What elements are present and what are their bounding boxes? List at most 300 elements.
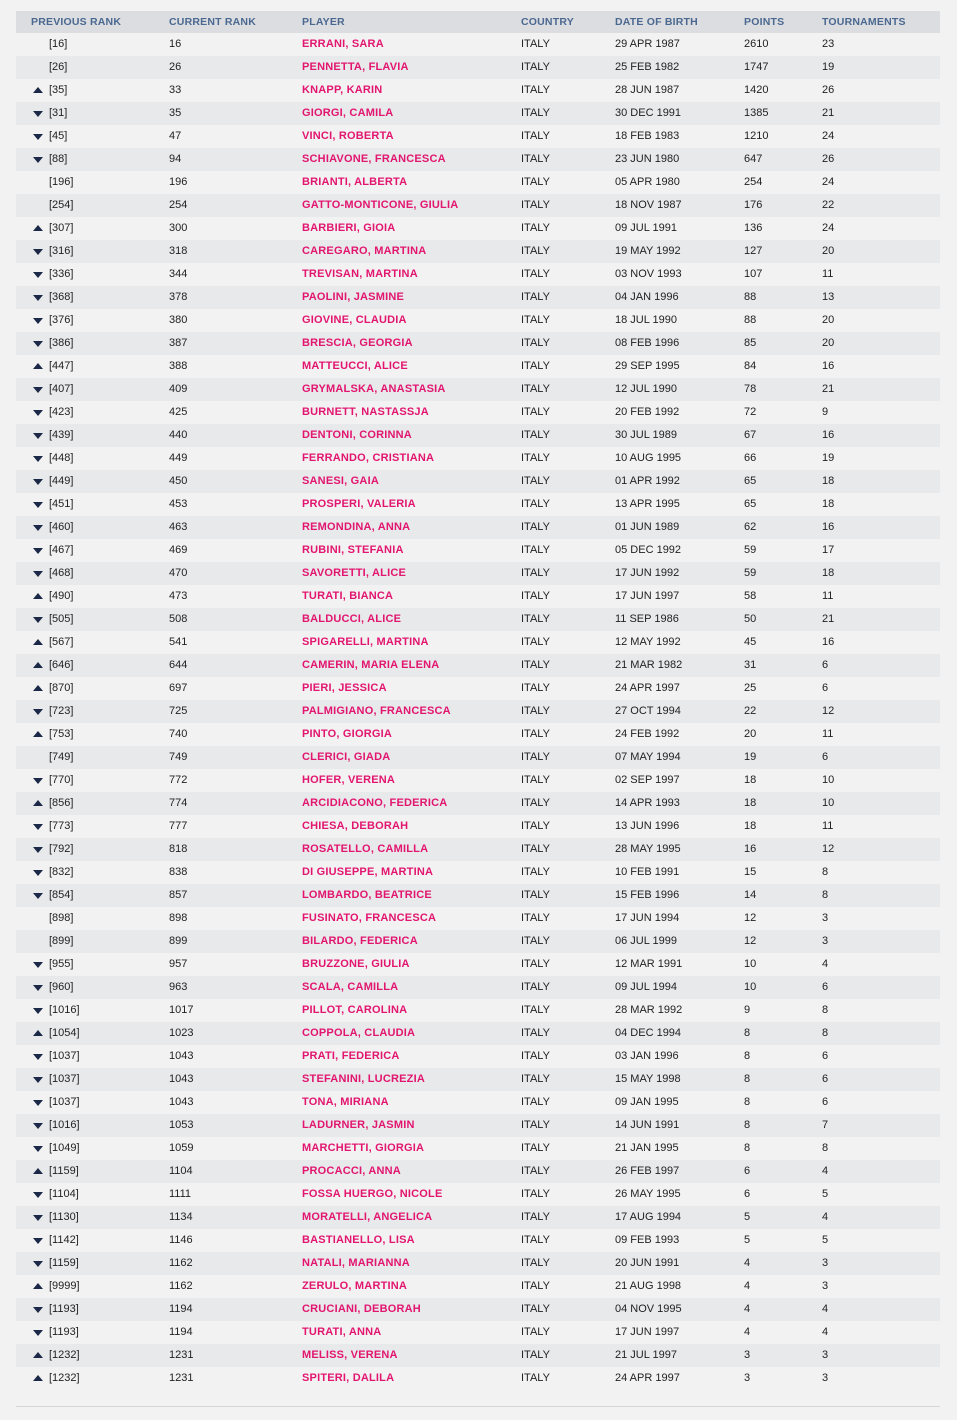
tournaments: 16 — [822, 521, 835, 533]
previous-rank: [749] — [49, 751, 74, 763]
points: 254 — [744, 176, 763, 188]
tournaments: 16 — [822, 429, 835, 441]
player-name[interactable]: PRATI, FEDERICA — [302, 1050, 400, 1062]
current-rank: 26 — [169, 61, 182, 73]
points: 8 — [744, 1050, 751, 1062]
previous-rank: [448] — [49, 452, 74, 464]
tournaments: 19 — [822, 61, 835, 73]
player-name[interactable]: SAVORETTI, ALICE — [302, 567, 407, 579]
previous-rank: [870] — [49, 682, 74, 694]
date-of-birth: 24 APR 1997 — [615, 1372, 680, 1384]
player-name[interactable]: COPPOLA, CLAUDIA — [302, 1027, 416, 1039]
tournaments: 4 — [822, 1165, 829, 1177]
tournaments: 6 — [822, 981, 829, 993]
previous-rank: [423] — [49, 406, 74, 418]
current-rank: 388 — [169, 360, 188, 372]
country: ITALY — [521, 1372, 550, 1384]
country: ITALY — [521, 682, 550, 694]
table-row — [16, 976, 940, 999]
date-of-birth: 27 OCT 1994 — [615, 705, 681, 717]
date-of-birth: 17 JUN 1997 — [615, 590, 680, 602]
country: ITALY — [521, 153, 550, 165]
country: ITALY — [521, 590, 550, 602]
country: ITALY — [521, 383, 550, 395]
points: 4 — [744, 1257, 751, 1269]
player-name[interactable]: TREVISAN, MARTINA — [302, 268, 418, 280]
current-rank: 1194 — [169, 1303, 193, 1315]
date-of-birth: 21 AUG 1998 — [615, 1280, 682, 1292]
date-of-birth: 17 AUG 1994 — [615, 1211, 682, 1223]
date-of-birth: 07 MAY 1994 — [615, 751, 681, 763]
header-points[interactable]: POINTS — [744, 16, 785, 28]
tournaments: 16 — [822, 360, 835, 372]
previous-rank: [646] — [49, 659, 74, 671]
country: ITALY — [521, 751, 550, 763]
date-of-birth: 02 SEP 1997 — [615, 774, 680, 786]
player-name[interactable]: MELISS, VERENA — [302, 1349, 398, 1361]
tournaments: 18 — [822, 567, 835, 579]
current-rank: 453 — [169, 498, 188, 510]
country: ITALY — [521, 1349, 550, 1361]
player-name[interactable]: GRYMALSKA, ANASTASIA — [302, 383, 446, 395]
rank-down-arrow-icon — [33, 1077, 43, 1083]
player-name[interactable]: TONA, MIRIANA — [302, 1096, 389, 1108]
player-name[interactable]: KNAPP, KARIN — [302, 84, 383, 96]
points: 62 — [744, 521, 757, 533]
previous-rank: [31] — [49, 107, 68, 119]
player-name[interactable]: FERRANDO, CRISTIANA — [302, 452, 435, 464]
points: 8 — [744, 1096, 751, 1108]
current-rank: 318 — [169, 245, 188, 257]
player-name[interactable]: FOSSA HUERGO, NICOLE — [302, 1188, 443, 1200]
player-name[interactable]: BARBIERI, GIOIA — [302, 222, 396, 234]
previous-rank: [1037] — [49, 1073, 80, 1085]
points: 9 — [744, 1004, 751, 1016]
header-tournaments[interactable]: TOURNAMENTS — [822, 16, 906, 28]
table-row — [16, 102, 940, 125]
player-name[interactable]: MATTEUCCI, ALICE — [302, 360, 408, 372]
player-name[interactable]: BRESCIA, GEORGIA — [302, 337, 413, 349]
rank-down-arrow-icon — [33, 1330, 43, 1336]
rank-down-arrow-icon — [33, 847, 43, 853]
tournaments: 22 — [822, 199, 835, 211]
previous-rank: [368] — [49, 291, 74, 303]
header-player[interactable]: PLAYER — [302, 16, 345, 28]
date-of-birth: 21 MAR 1982 — [615, 659, 683, 671]
tournaments: 11 — [822, 268, 834, 280]
rank-down-arrow-icon — [33, 479, 43, 485]
player-name[interactable]: BALDUCCI, ALICE — [302, 613, 402, 625]
country: ITALY — [521, 1188, 550, 1200]
tournaments: 4 — [822, 958, 829, 970]
previous-rank: [567] — [49, 636, 74, 648]
player-name[interactable]: SPITERI, DALILA — [302, 1372, 395, 1384]
player-name[interactable]: ERRANI, SARA — [302, 38, 384, 50]
player-name[interactable]: CAMERIN, MARIA ELENA — [302, 659, 440, 671]
country: ITALY — [521, 981, 550, 993]
previous-rank: [439] — [49, 429, 74, 441]
current-rank: 857 — [169, 889, 188, 901]
header-previous-rank[interactable]: PREVIOUS RANK — [31, 16, 122, 28]
table-row — [16, 562, 940, 585]
table-row — [16, 1022, 940, 1045]
player-name[interactable]: PROCACCI, ANNA — [302, 1165, 401, 1177]
rank-down-arrow-icon — [33, 410, 43, 416]
rank-up-arrow-icon — [33, 639, 43, 645]
table-bottom-divider — [16, 1406, 940, 1407]
previous-rank: [467] — [49, 544, 74, 556]
table-row — [16, 125, 940, 148]
rank-down-arrow-icon — [33, 1192, 43, 1198]
player-name[interactable]: CLERICI, GIADA — [302, 751, 391, 763]
current-rank: 1043 — [169, 1073, 194, 1085]
points: 45 — [744, 636, 757, 648]
header-country[interactable]: COUNTRY — [521, 16, 574, 28]
table-row — [16, 263, 940, 286]
country: ITALY — [521, 475, 550, 487]
player-name[interactable]: TURATI, BIANCA — [302, 590, 394, 602]
rank-down-arrow-icon — [33, 1123, 43, 1129]
table-row — [16, 1183, 940, 1206]
player-name[interactable]: ARCIDIACONO, FEDERICA — [302, 797, 448, 809]
date-of-birth: 28 JUN 1987 — [615, 84, 680, 96]
previous-rank: [1159] — [49, 1257, 79, 1269]
rank-down-arrow-icon — [33, 134, 43, 140]
current-rank: 508 — [169, 613, 188, 625]
rank-up-arrow-icon — [33, 685, 43, 691]
player-name[interactable]: PENNETTA, FLAVIA — [302, 61, 409, 73]
date-of-birth: 21 JAN 1995 — [615, 1142, 679, 1154]
player-name[interactable]: VINCI, ROBERTA — [302, 130, 394, 142]
player-name[interactable]: SANESI, GAIA — [302, 475, 379, 487]
rank-up-arrow-icon — [33, 593, 43, 599]
table-row — [16, 1298, 940, 1321]
current-rank: 463 — [169, 521, 188, 533]
tournaments: 6 — [822, 1096, 829, 1108]
date-of-birth: 29 SEP 1995 — [615, 360, 680, 372]
tournaments: 4 — [822, 1326, 829, 1338]
current-rank: 1231 — [169, 1372, 194, 1384]
current-rank: 725 — [169, 705, 188, 717]
tournaments: 7 — [822, 1119, 829, 1131]
date-of-birth: 01 JUN 1989 — [615, 521, 680, 533]
points: 84 — [744, 360, 757, 372]
player-name[interactable]: BRUZZONE, GIULIA — [302, 958, 410, 970]
player-name[interactable]: RUBINI, STEFANIA — [302, 544, 404, 556]
current-rank: 473 — [169, 590, 188, 602]
player-name[interactable]: HOFER, VERENA — [302, 774, 396, 786]
current-rank: 409 — [169, 383, 188, 395]
player-name[interactable]: CHIESA, DEBORAH — [302, 820, 409, 832]
current-rank: 1162 — [169, 1280, 193, 1292]
table-row — [16, 677, 940, 700]
tournaments: 3 — [822, 1372, 829, 1384]
points: 59 — [744, 544, 757, 556]
points: 1420 — [744, 84, 769, 96]
date-of-birth: 19 MAY 1992 — [615, 245, 681, 257]
country: ITALY — [521, 176, 550, 188]
table-row — [16, 286, 940, 309]
previous-rank: [316] — [49, 245, 74, 257]
player-name[interactable]: BRIANTI, ALBERTA — [302, 176, 408, 188]
tournaments: 11 — [822, 728, 834, 740]
country: ITALY — [521, 1073, 550, 1085]
points: 85 — [744, 337, 757, 349]
current-rank: 440 — [169, 429, 188, 441]
country: ITALY — [521, 1027, 550, 1039]
current-rank: 1104 — [169, 1165, 193, 1177]
table-row — [16, 56, 940, 79]
points: 5 — [744, 1211, 751, 1223]
table-row — [16, 1114, 940, 1137]
current-rank: 1134 — [169, 1211, 193, 1223]
table-row — [16, 539, 940, 562]
points: 31 — [744, 659, 757, 671]
previous-rank: [792] — [49, 843, 74, 855]
current-rank: 899 — [169, 935, 188, 947]
country: ITALY — [521, 659, 550, 671]
country: ITALY — [521, 1050, 550, 1062]
tournaments: 5 — [822, 1188, 829, 1200]
tournaments: 24 — [822, 222, 835, 234]
points: 16 — [744, 843, 757, 855]
tournaments: 17 — [822, 544, 835, 556]
country: ITALY — [521, 521, 550, 533]
country: ITALY — [521, 61, 550, 73]
player-name[interactable]: NATALI, MARIANNA — [302, 1257, 410, 1269]
date-of-birth: 08 FEB 1996 — [615, 337, 680, 349]
points: 8 — [744, 1027, 751, 1039]
tournaments: 20 — [822, 245, 835, 257]
player-name[interactable]: ZERULO, MARTINA — [302, 1280, 408, 1292]
date-of-birth: 10 AUG 1995 — [615, 452, 682, 464]
points: 1210 — [744, 130, 769, 142]
table-row — [16, 194, 940, 217]
table-row — [16, 907, 940, 930]
player-name[interactable]: SCHIAVONE, FRANCESCA — [302, 153, 446, 165]
points: 6 — [744, 1165, 751, 1177]
player-name[interactable]: CRUCIANI, DEBORAH — [302, 1303, 421, 1315]
points: 3 — [744, 1372, 751, 1384]
previous-rank: [1016] — [49, 1004, 80, 1016]
player-name[interactable]: MORATELLI, ANGELICA — [302, 1211, 433, 1223]
tournaments: 18 — [822, 498, 835, 510]
country: ITALY — [521, 958, 550, 970]
player-name[interactable]: LOMBARDO, BEATRICE — [302, 889, 432, 901]
tournaments: 8 — [822, 866, 829, 878]
table-row — [16, 654, 940, 677]
points: 14 — [744, 889, 757, 901]
tournaments: 13 — [822, 291, 835, 303]
points: 4 — [744, 1303, 751, 1315]
table-row — [16, 148, 940, 171]
previous-rank: [307] — [49, 222, 74, 234]
rank-down-arrow-icon — [33, 249, 43, 255]
table-row — [16, 1091, 940, 1114]
table-row — [16, 33, 940, 56]
rank-down-arrow-icon — [33, 456, 43, 462]
player-name[interactable]: SPIGARELLI, MARTINA — [302, 636, 429, 648]
table-row — [16, 217, 940, 240]
points: 72 — [744, 406, 757, 418]
rank-down-arrow-icon — [33, 387, 43, 393]
points: 6 — [744, 1188, 751, 1200]
player-name[interactable]: BASTIANELLO, LISA — [302, 1234, 415, 1246]
player-name[interactable]: GIOVINE, CLAUDIA — [302, 314, 407, 326]
country: ITALY — [521, 107, 550, 119]
previous-rank: [447] — [49, 360, 74, 372]
points: 15 — [744, 866, 757, 878]
date-of-birth: 21 JUL 1997 — [615, 1349, 677, 1361]
date-of-birth: 12 JUL 1990 — [615, 383, 677, 395]
player-name[interactable]: REMONDINA, ANNA — [302, 521, 411, 533]
date-of-birth: 25 FEB 1982 — [615, 61, 680, 73]
current-rank: 818 — [169, 843, 188, 855]
previous-rank: [386] — [49, 337, 74, 349]
country: ITALY — [521, 291, 550, 303]
tournaments: 24 — [822, 176, 835, 188]
player-name[interactable]: GATTO-MONTICONE, GIULIA — [302, 199, 459, 211]
date-of-birth: 18 FEB 1983 — [615, 130, 680, 142]
rank-down-arrow-icon — [33, 1146, 43, 1152]
player-name[interactable]: BURNETT, NASTASSJA — [302, 406, 429, 418]
previous-rank: [898] — [49, 912, 74, 924]
rank-down-arrow-icon — [33, 1008, 43, 1014]
table-row — [16, 332, 940, 355]
country: ITALY — [521, 452, 550, 464]
country: ITALY — [521, 1142, 550, 1154]
date-of-birth: 04 DEC 1994 — [615, 1027, 682, 1039]
date-of-birth: 20 FEB 1992 — [615, 406, 680, 418]
points: 12 — [744, 912, 757, 924]
date-of-birth: 26 MAY 1995 — [615, 1188, 681, 1200]
previous-rank: [1232] — [49, 1349, 80, 1361]
tournaments: 21 — [822, 107, 835, 119]
tournaments: 12 — [822, 705, 835, 717]
player-name[interactable]: SCALA, CAMILLA — [302, 981, 399, 993]
country: ITALY — [521, 245, 550, 257]
country: ITALY — [521, 935, 550, 947]
country: ITALY — [521, 1004, 550, 1016]
header-current-rank[interactable]: CURRENT RANK — [169, 16, 256, 28]
player-name[interactable]: MARCHETTI, GIORGIA — [302, 1142, 425, 1154]
date-of-birth: 15 MAY 1998 — [615, 1073, 681, 1085]
table-row — [16, 700, 940, 723]
player-name[interactable]: FUSINATO, FRANCESCA — [302, 912, 437, 924]
rank-down-arrow-icon — [33, 1238, 43, 1244]
current-rank: 1059 — [169, 1142, 194, 1154]
previous-rank: [26] — [49, 61, 68, 73]
previous-rank: [1130] — [49, 1211, 79, 1223]
previous-rank: [1159] — [49, 1165, 79, 1177]
previous-rank: [753] — [49, 728, 74, 740]
rank-down-arrow-icon — [33, 433, 43, 439]
rank-down-arrow-icon — [33, 318, 43, 324]
previous-rank: [196] — [49, 176, 74, 188]
rank-up-arrow-icon — [33, 662, 43, 668]
current-rank: 196 — [169, 176, 188, 188]
previous-rank: [9999] — [49, 1280, 80, 1292]
tournaments: 20 — [822, 337, 835, 349]
tournaments: 12 — [822, 843, 835, 855]
rank-up-arrow-icon — [33, 363, 43, 369]
tournaments: 23 — [822, 38, 835, 50]
rank-up-arrow-icon — [33, 225, 43, 231]
player-name[interactable]: STEFANINI, LUCREZIA — [302, 1073, 425, 1085]
table-row — [16, 585, 940, 608]
country: ITALY — [521, 613, 550, 625]
player-name[interactable]: PALMIGIANO, FRANCESCA — [302, 705, 451, 717]
current-rank: 33 — [169, 84, 182, 96]
current-rank: 1231 — [169, 1349, 194, 1361]
current-rank: 749 — [169, 751, 188, 763]
points: 25 — [744, 682, 757, 694]
player-name[interactable]: LADURNER, JASMIN — [302, 1119, 415, 1131]
table-row — [16, 1137, 940, 1160]
current-rank: 1043 — [169, 1050, 194, 1062]
country: ITALY — [521, 889, 550, 901]
player-name[interactable]: DENTONI, CORINNA — [302, 429, 412, 441]
tournaments: 6 — [822, 751, 829, 763]
date-of-birth: 17 JUN 1992 — [615, 567, 680, 579]
player-name[interactable]: PILLOT, CAROLINA — [302, 1004, 408, 1016]
current-rank: 450 — [169, 475, 188, 487]
current-rank: 1053 — [169, 1119, 194, 1131]
tournaments: 6 — [822, 682, 829, 694]
player-name[interactable]: ROSATELLO, CAMILLA — [302, 843, 429, 855]
previous-rank: [449] — [49, 475, 74, 487]
table-row — [16, 999, 940, 1022]
points: 18 — [744, 797, 757, 809]
player-name[interactable]: PAOLINI, JASMINE — [302, 291, 405, 303]
country: ITALY — [521, 406, 550, 418]
current-rank: 35 — [169, 107, 182, 119]
country: ITALY — [521, 728, 550, 740]
country: ITALY — [521, 337, 550, 349]
player-name[interactable]: CAREGARO, MARTINA — [302, 245, 427, 257]
rank-down-arrow-icon — [33, 1307, 43, 1313]
tournaments: 18 — [822, 475, 835, 487]
player-name[interactable]: GIORGI, CAMILA — [302, 107, 394, 119]
country: ITALY — [521, 912, 550, 924]
previous-rank: [1104] — [49, 1188, 79, 1200]
player-name[interactable]: PIERI, JESSICA — [302, 682, 387, 694]
rank-down-arrow-icon — [33, 985, 43, 991]
country: ITALY — [521, 199, 550, 211]
table-row — [16, 608, 940, 631]
country: ITALY — [521, 1165, 550, 1177]
previous-rank: [1193] — [49, 1326, 79, 1338]
table-row — [16, 309, 940, 332]
player-name[interactable]: PROSPERI, VALERIA — [302, 498, 416, 510]
player-name[interactable]: DI GIUSEPPE, MARTINA — [302, 866, 434, 878]
table-row — [16, 1367, 940, 1390]
header-date-of-birth[interactable]: DATE OF BIRTH — [615, 16, 698, 28]
tournaments: 16 — [822, 636, 835, 648]
rank-down-arrow-icon — [33, 157, 43, 163]
current-rank: 94 — [169, 153, 182, 165]
player-name[interactable]: TURATI, ANNA — [302, 1326, 382, 1338]
tournaments: 11 — [822, 820, 834, 832]
table-row — [16, 1206, 940, 1229]
table-row — [16, 1275, 940, 1298]
player-name[interactable]: BILARDO, FEDERICA — [302, 935, 418, 947]
country: ITALY — [521, 567, 550, 579]
country: ITALY — [521, 1211, 550, 1223]
player-name[interactable]: PINTO, GIORGIA — [302, 728, 392, 740]
previous-rank: [376] — [49, 314, 74, 326]
country: ITALY — [521, 429, 550, 441]
